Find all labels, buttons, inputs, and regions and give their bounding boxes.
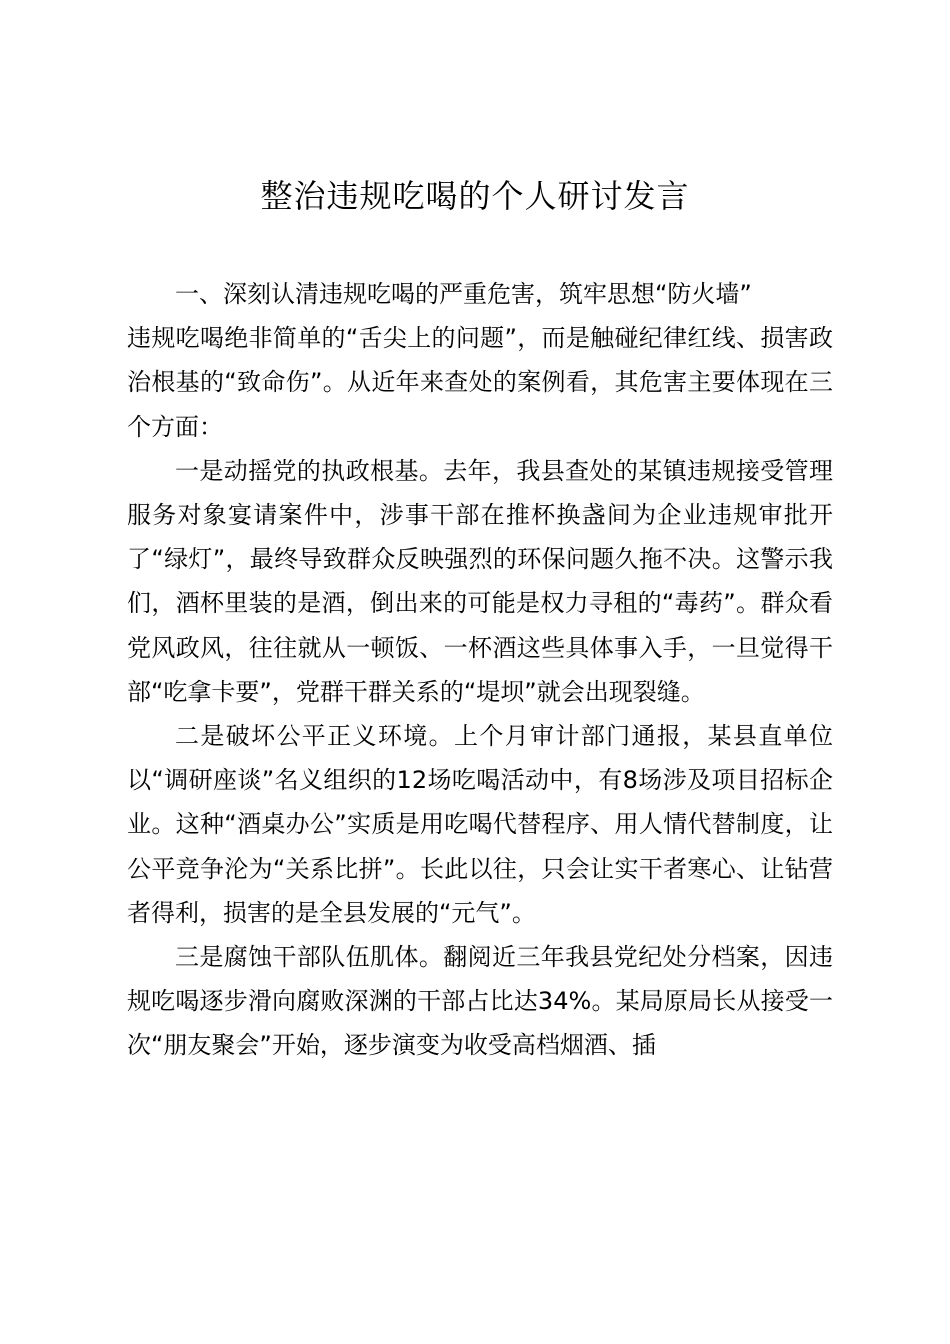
document-body	[127, 272, 833, 1068]
document-title: 整治违规吃喝的个人研讨发言	[260, 177, 690, 215]
paragraph-point-three: 三是腐蚀干部队伍肌体。翻阅近三年我县党纪处分档案，因违规吃喝逐步滑向腐败深渊的干部占比达34%。某局原局长从接受一次“朋友聚会”开始，逐步演变为收受高档烟酒、插	[127, 943, 833, 1060]
paragraph-point-one: 一是动摇党的执政根基。去年，我县查处的某镇违规接受管理服务对象宴请案件中，涉事干部在推杯换盏间为企业违规审批开了“绿灯”，最终导致群众反映强烈的环保问题久拖不决。这警示我们，酒杯里装的是酒，倒出来的可能是权力寻租的“毒药”。群众看党风政风，往往就从一顿饭、一杯酒这些具体事入手，一旦觉得干部“吃拿卡要”，党群干群关系的“堤坝”就会出现裂缝。	[127, 456, 833, 706]
section-heading: 一、深刻认清违规吃喝的严重危害，筑牢思想“防火墙”	[175, 280, 752, 308]
paragraph-intro: 违规吃喝绝非简单的“舌尖上的问题”，而是触碰纪律红线、损害政治根基的“致命伤”。从近年来查处的案例看，其危害主要体现在三个方面：	[127, 324, 833, 441]
paragraph-point-two: 二是破坏公平正义环境。上个月审计部门通报，某县直单位以“调研座谈”名义组织的12场吃喝活动中，有8场涉及项目招标企业。这种“酒桌办公”实质是用吃喝代替程序、用人情代替制度，让公平竞争沦为“关系比拼”。长此以往，只会让实干者寒心、让钻营者得利，损害的是全县发展的“元气”。	[127, 722, 833, 927]
